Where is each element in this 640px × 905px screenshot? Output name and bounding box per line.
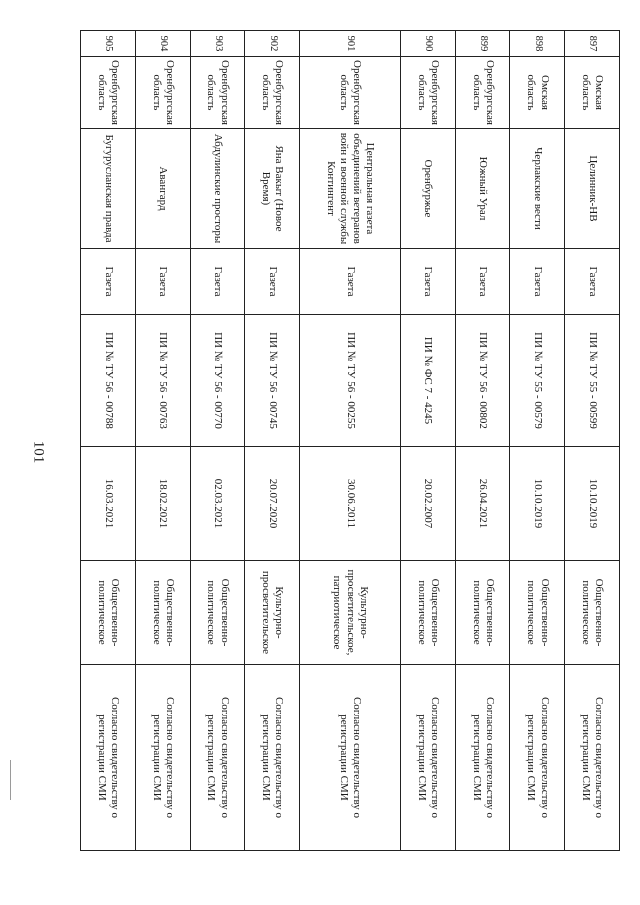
outlet-name-cell: Авангард [135,129,190,249]
registration-number-cell: ПИ № ТУ 55 - 00579 [510,315,565,447]
media-type-cell: Газета [565,249,620,315]
outlet-name-cell: Черлакские вести [510,129,565,249]
table-row [135,31,190,851]
row-number-cell: 897 [565,31,620,57]
region-cell: Омская область [510,57,565,129]
registration-date-cell: 10.10.2019 [565,447,620,561]
media-type-cell: Газета [510,249,565,315]
row-number-cell: 900 [400,31,455,57]
basis-cell: Согласно свидетельству о регистрации СМИ [190,665,245,851]
topic-cell: Общественно-политическое [135,561,190,665]
registration-number-cell: ПИ № ТУ 56 - 00770 [190,315,245,447]
row-number-cell: 903 [190,31,245,57]
outlet-name-cell: Бугурусланская правда [81,129,136,249]
region-cell: Оренбургская область [400,57,455,129]
topic-cell: Общественно-политическое [81,561,136,665]
table-row [400,31,455,851]
page-number: 101 [30,440,47,464]
row-number-cell: 904 [135,31,190,57]
basis-cell: Согласно свидетельству о регистрации СМИ [81,665,136,851]
region-cell: Оренбургская область [245,57,300,129]
media-type-cell: Газета [455,249,510,315]
outlet-name-cell: Яна Вакыт (Новое Время) [245,129,300,249]
topic-cell: Общественно-политическое [510,561,565,665]
row-number-cell: 901 [300,31,401,57]
registration-date-cell: 20.02.2007 [400,447,455,561]
outlet-name-cell: Южный Урал [455,129,510,249]
outlet-name-cell: Абдулинские просторы [190,129,245,249]
table-row [300,31,401,851]
registration-date-cell: 26.04.2021 [455,447,510,561]
registration-number-cell: ПИ № ТУ 56 - 00255 [300,315,401,447]
media-type-cell: Газета [135,249,190,315]
registration-date-cell: 16.03.2021 [81,447,136,561]
registration-number-cell: ПИ № ТУ 56 - 00802 [455,315,510,447]
registration-date-cell: 10.10.2019 [510,447,565,561]
media-registry-table [80,30,620,851]
registration-number-cell: ПИ № ТУ 56 - 00788 [81,315,136,447]
media-type-cell: Газета [81,249,136,315]
media-type-cell: Газета [400,249,455,315]
topic-cell: Культурно-просветительское, патриотическое [300,561,401,665]
table-row [455,31,510,851]
table-row [510,31,565,851]
table-body [81,31,620,851]
media-type-cell: Газета [300,249,401,315]
region-cell: Омская область [565,57,620,129]
table-row [245,31,300,851]
basis-cell: Согласно свидетельству о регистрации СМИ [510,665,565,851]
basis-cell: Согласно свидетельству о регистрации СМИ [135,665,190,851]
basis-cell: Согласно свидетельству о регистрации СМИ [245,665,300,851]
basis-cell: Согласно свидетельству о регистрации СМИ [300,665,401,851]
basis-cell: Согласно свидетельству о регистрации СМИ [400,665,455,851]
region-cell: Оренбургская область [300,57,401,129]
outlet-name-cell: Центральная газета объединений ветеранов войн и военной службы Контингент [300,129,401,249]
basis-cell: Согласно свидетельству о регистрации СМИ [565,665,620,851]
topic-cell: Общественно-политическое [565,561,620,665]
registration-number-cell: ПИ № ФС 7 - 4245 [400,315,455,447]
row-number-cell: 899 [455,31,510,57]
table-row [81,31,136,851]
registration-date-cell: 30.06.2011 [300,447,401,561]
scan-artifact-mark [10,760,11,800]
registration-number-cell: ПИ № ТУ 56 - 00745 [245,315,300,447]
media-type-cell: Газета [245,249,300,315]
table-row [190,31,245,851]
registration-date-cell: 02.03.2021 [190,447,245,561]
table-row [565,31,620,851]
region-cell: Оренбургская область [81,57,136,129]
row-number-cell: 898 [510,31,565,57]
media-type-cell: Газета [190,249,245,315]
registration-number-cell: ПИ № ТУ 55 - 00599 [565,315,620,447]
row-number-cell: 905 [81,31,136,57]
region-cell: Оренбургская область [455,57,510,129]
media-registry-table-wrapper [80,30,620,850]
outlet-name-cell: Оренбуржье [400,129,455,249]
topic-cell: Культурно-просветительское [245,561,300,665]
region-cell: Оренбургская область [135,57,190,129]
region-cell: Оренбургская область [190,57,245,129]
row-number-cell: 902 [245,31,300,57]
outlet-name-cell: Целинник-НВ [565,129,620,249]
topic-cell: Общественно-политическое [455,561,510,665]
basis-cell: Согласно свидетельству о регистрации СМИ [455,665,510,851]
registration-date-cell: 18.02.2021 [135,447,190,561]
topic-cell: Общественно-политическое [400,561,455,665]
registration-number-cell: ПИ № ТУ 56 - 00763 [135,315,190,447]
registration-date-cell: 20.07.2020 [245,447,300,561]
topic-cell: Общественно-политическое [190,561,245,665]
